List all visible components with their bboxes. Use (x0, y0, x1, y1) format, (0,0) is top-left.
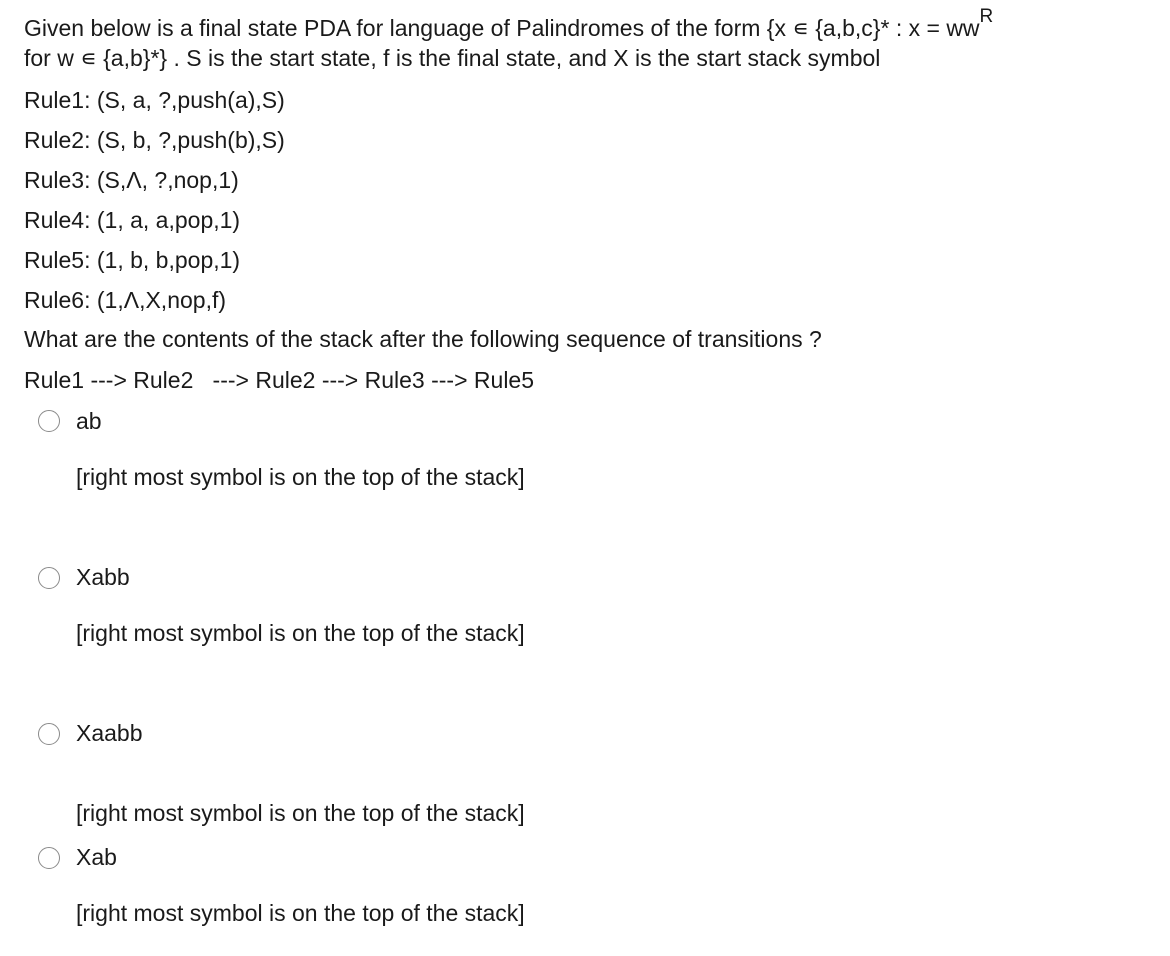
option-1-note: [right most symbol is on the top of the stack] (76, 464, 525, 490)
option-3-note: [right most symbol is on the top of the stack] (76, 800, 525, 826)
rule-6: Rule6: (1,Λ,X,nop,f) (24, 287, 227, 313)
option-4-note: [right most symbol is on the top of the stack] (76, 900, 525, 926)
rule-1: Rule1: (S, a, ?,push(a),S) (24, 87, 285, 113)
option-4-radio[interactable] (38, 847, 60, 869)
question-intro-line-2: for w ∊ {a,b}*} . S is the start state, f is the final state, and X is the start stack symbol (24, 45, 881, 71)
option-2-note: [right most symbol is on the top of the stack] (76, 620, 525, 646)
rule-3: Rule3: (S,Λ, ?,nop,1) (24, 167, 239, 193)
rule-4: Rule4: (1, a, a,pop,1) (24, 207, 241, 233)
option-1-label[interactable]: ab (76, 408, 102, 434)
option-2-radio[interactable] (38, 567, 60, 589)
option-4-label[interactable]: Xab (76, 844, 117, 870)
question-prompt: What are the contents of the stack after the following sequence of transitions ? (24, 326, 822, 352)
option-2-label[interactable]: Xabb (76, 564, 130, 590)
option-3-label[interactable]: Xaabb (76, 720, 143, 746)
question-intro-superscript: R (979, 6, 994, 27)
rule-2: Rule2: (S, b, ?,push(b),S) (24, 127, 285, 153)
question-intro-text: Given below is a final state PDA for language of Palindromes of the form {x ∊ {a,b,c}* : x = ww (24, 15, 980, 41)
option-1-radio[interactable] (38, 410, 60, 432)
rule-5: Rule5: (1, b, b,pop,1) (24, 247, 241, 273)
question-intro-line-1 (24, 6, 994, 41)
option-3-radio[interactable] (38, 723, 60, 745)
transition-sequence: Rule1 ---> Rule2 ---> Rule2 ---> Rule3 ---> Rule5 (24, 367, 535, 393)
